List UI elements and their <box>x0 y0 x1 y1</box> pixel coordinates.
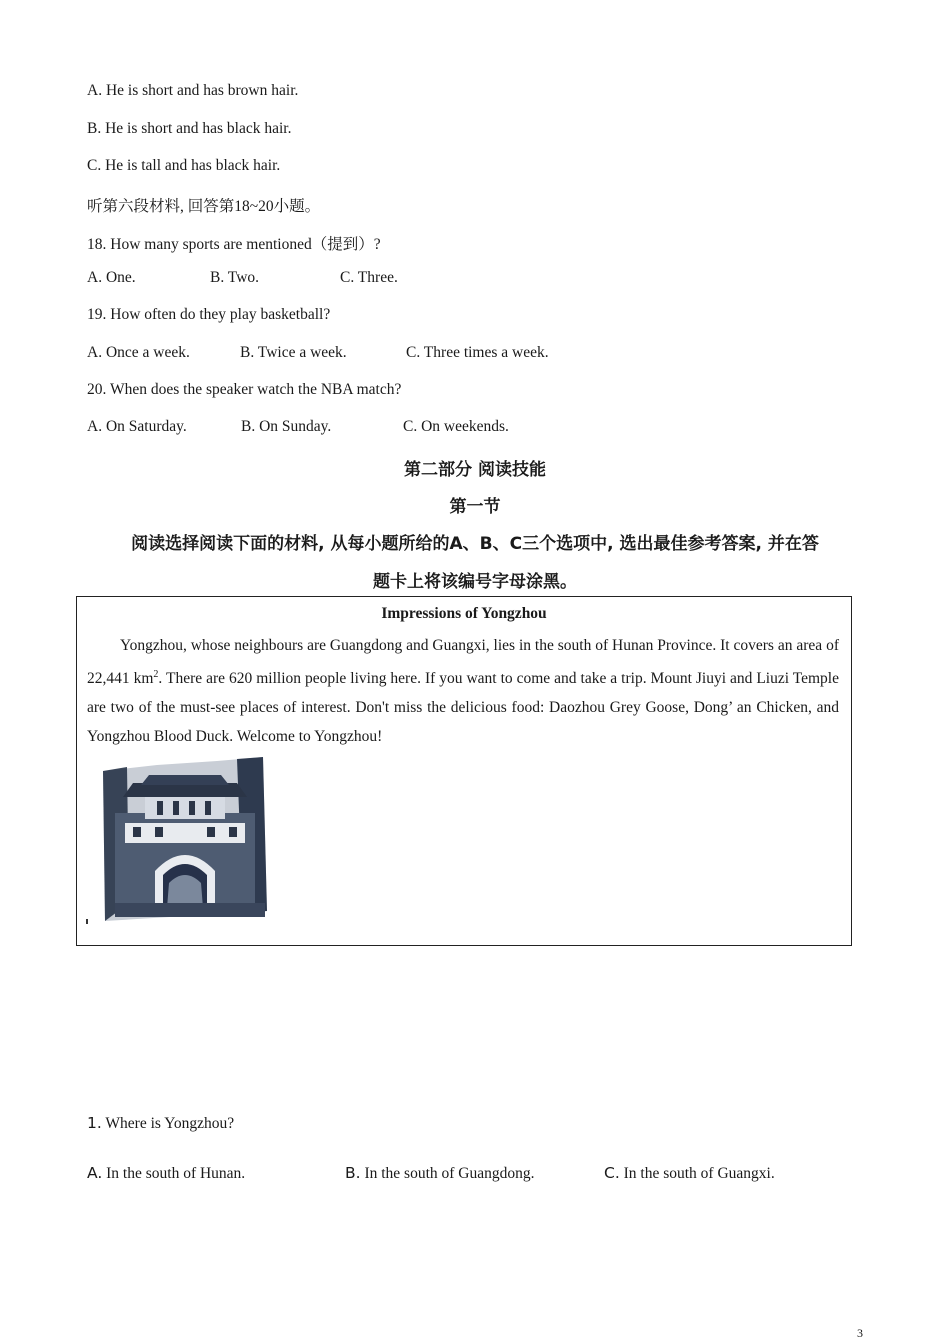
passage-box <box>76 596 852 946</box>
q19-option-b: B. Twice a week. <box>240 344 347 361</box>
reading-instruction-line2: 题卡上将该编号字母涂黑。 <box>373 572 577 592</box>
q18-option-c: C. Three. <box>340 269 398 286</box>
q17-option-c: C. He is tall and has black hair. <box>87 157 281 174</box>
q1-question-line: 1. Where is Yongzhou? <box>87 1114 235 1132</box>
q17-option-a: A. He is short and has brown hair. <box>87 82 299 99</box>
q1-option-a: A. In the south of Hunan. <box>87 1164 246 1182</box>
q20-option-c: C. On weekends. <box>403 418 509 435</box>
q18-question: 18. How many sports are mentioned（提到）? <box>87 236 381 253</box>
q19-option-a: A. Once a week. <box>87 344 190 361</box>
stray-mark <box>86 919 88 924</box>
page-number: 3 <box>857 1326 863 1340</box>
part-title: 第二部分 阅读技能 <box>404 460 546 480</box>
q20-option-a: A. On Saturday. <box>87 418 187 435</box>
section-title: 第一节 <box>449 497 501 517</box>
reading-instruction-line1: 阅读选择阅读下面的材料, 从每小题所给的A、B、C三个选项中, 选出最佳参考答案, 并在答 <box>131 534 819 554</box>
passage-title: Impressions of Yongzhou <box>381 605 547 622</box>
q18-option-a: A. One. <box>87 269 136 286</box>
q20-option-b: B. On Sunday. <box>241 418 332 435</box>
section6-instruction: 听第六段材料, 回答第18~20小题。 <box>87 198 321 215</box>
q1-option-b: B. In the south of Guangdong. <box>345 1164 535 1182</box>
q20-question: 20. When does the speaker watch the NBA match? <box>87 381 402 398</box>
yongzhou-gate-photo <box>97 753 269 925</box>
passage-text: Yongzhou, whose neighbours are Guangdong and Guangxi, lies in the south of Hunan Province. It covers an area of 22,441 $km^2$. There are 620 million people living here. If you want to come and take a trip. Mount Jiuyi and Liuzi Temple are two of the must-see places of interest. Don't miss the delicious food: Daozhou Grey Goose, Dong’ an Chicken, and Yongzhou Blood Duck. Welcome to Yongzhou! <box>87 637 839 746</box>
q19-question: 19. How often do they play basketball? <box>87 306 331 323</box>
q19-option-c: C. Three times a week. <box>406 344 549 361</box>
q17-option-b: B. He is short and has black hair. <box>87 120 292 137</box>
q18-option-b: B. Two. <box>210 269 260 286</box>
q1-option-c: C. In the south of Guangxi. <box>604 1164 775 1182</box>
